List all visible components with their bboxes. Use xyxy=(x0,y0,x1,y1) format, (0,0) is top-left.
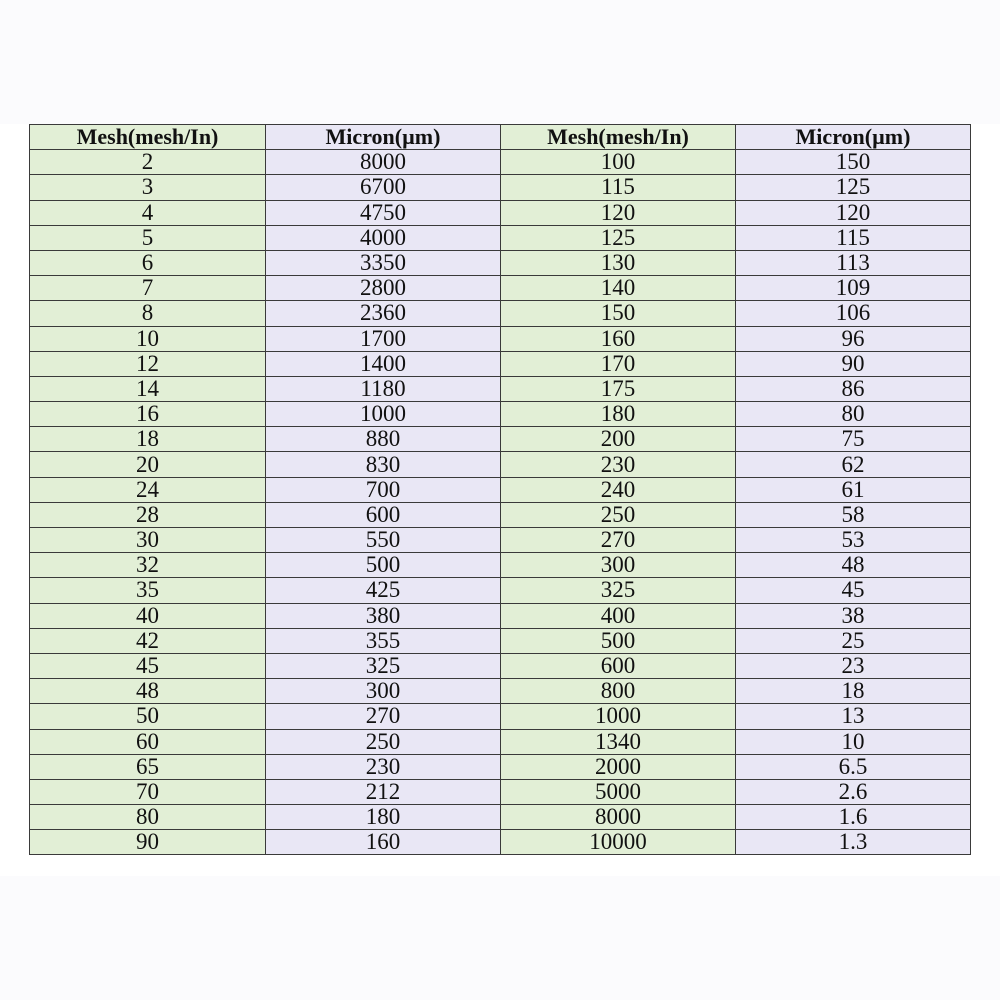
table-row xyxy=(30,351,971,376)
table-row xyxy=(30,175,971,200)
micron-left-cell: 325 xyxy=(266,653,501,678)
header-mesh-right: Mesh(mesh/In) xyxy=(501,125,736,150)
mesh-micron-table xyxy=(29,124,971,855)
table-row xyxy=(30,276,971,301)
table-row xyxy=(30,528,971,553)
micron-left-cell: 300 xyxy=(266,679,501,704)
mesh-right-cell: 400 xyxy=(501,603,736,628)
micron-left-cell: 425 xyxy=(266,578,501,603)
mesh-left-cell: 35 xyxy=(30,578,266,603)
micron-right-cell: 23 xyxy=(736,653,971,678)
mesh-right-cell: 325 xyxy=(501,578,736,603)
mesh-left-cell: 3 xyxy=(30,175,266,200)
mesh-right-cell: 175 xyxy=(501,376,736,401)
micron-right-cell: 1.3 xyxy=(736,830,971,855)
micron-left-cell: 1000 xyxy=(266,402,501,427)
table-row xyxy=(30,805,971,830)
mesh-left-cell: 48 xyxy=(30,679,266,704)
mesh-right-cell: 270 xyxy=(501,528,736,553)
table-row xyxy=(30,553,971,578)
micron-left-cell: 270 xyxy=(266,704,501,729)
mesh-left-cell: 40 xyxy=(30,603,266,628)
mesh-left-cell: 60 xyxy=(30,729,266,754)
mesh-right-cell: 240 xyxy=(501,477,736,502)
micron-right-cell: 75 xyxy=(736,427,971,452)
table-row xyxy=(30,477,971,502)
header-row xyxy=(30,125,971,150)
mesh-right-cell: 600 xyxy=(501,653,736,678)
micron-right-cell: 106 xyxy=(736,301,971,326)
mesh-left-cell: 18 xyxy=(30,427,266,452)
micron-right-cell: 120 xyxy=(736,200,971,225)
top-margin-band xyxy=(0,0,1000,124)
micron-left-cell: 1400 xyxy=(266,351,501,376)
header-micron-left: Micron(µm) xyxy=(266,125,501,150)
mesh-left-cell: 8 xyxy=(30,301,266,326)
micron-left-cell: 2800 xyxy=(266,276,501,301)
micron-right-cell: 96 xyxy=(736,326,971,351)
micron-right-cell: 18 xyxy=(736,679,971,704)
mesh-micron-table-container xyxy=(29,124,970,855)
micron-right-cell: 45 xyxy=(736,578,971,603)
mesh-right-cell: 200 xyxy=(501,427,736,452)
table-row xyxy=(30,301,971,326)
table-row xyxy=(30,502,971,527)
mesh-left-cell: 70 xyxy=(30,779,266,804)
micron-right-cell: 80 xyxy=(736,402,971,427)
mesh-left-cell: 90 xyxy=(30,830,266,855)
micron-right-cell: 150 xyxy=(736,150,971,175)
micron-right-cell: 48 xyxy=(736,553,971,578)
micron-left-cell: 230 xyxy=(266,754,501,779)
table-row xyxy=(30,150,971,175)
mesh-right-cell: 1340 xyxy=(501,729,736,754)
mesh-left-cell: 12 xyxy=(30,351,266,376)
micron-right-cell: 13 xyxy=(736,704,971,729)
mesh-right-cell: 100 xyxy=(501,150,736,175)
micron-left-cell: 4750 xyxy=(266,200,501,225)
table-row xyxy=(30,225,971,250)
micron-left-cell: 550 xyxy=(266,528,501,553)
micron-left-cell: 2360 xyxy=(266,301,501,326)
mesh-left-cell: 7 xyxy=(30,276,266,301)
micron-right-cell: 113 xyxy=(736,250,971,275)
table-row xyxy=(30,679,971,704)
table-row xyxy=(30,376,971,401)
micron-right-cell: 10 xyxy=(736,729,971,754)
micron-right-cell: 58 xyxy=(736,502,971,527)
table-row xyxy=(30,779,971,804)
micron-right-cell: 115 xyxy=(736,225,971,250)
mesh-right-cell: 125 xyxy=(501,225,736,250)
mesh-left-cell: 6 xyxy=(30,250,266,275)
table-row xyxy=(30,729,971,754)
micron-right-cell: 1.6 xyxy=(736,805,971,830)
mesh-right-cell: 150 xyxy=(501,301,736,326)
micron-left-cell: 830 xyxy=(266,452,501,477)
mesh-right-cell: 230 xyxy=(501,452,736,477)
micron-right-cell: 38 xyxy=(736,603,971,628)
micron-left-cell: 600 xyxy=(266,502,501,527)
micron-right-cell: 90 xyxy=(736,351,971,376)
mesh-left-cell: 30 xyxy=(30,528,266,553)
micron-right-cell: 53 xyxy=(736,528,971,553)
table-body xyxy=(30,150,971,855)
mesh-left-cell: 45 xyxy=(30,653,266,678)
table-row xyxy=(30,452,971,477)
micron-right-cell: 86 xyxy=(736,376,971,401)
table-row xyxy=(30,704,971,729)
micron-left-cell: 380 xyxy=(266,603,501,628)
mesh-right-cell: 500 xyxy=(501,628,736,653)
table-row xyxy=(30,250,971,275)
header-micron-right: Micron(µm) xyxy=(736,125,971,150)
table-row xyxy=(30,578,971,603)
mesh-right-cell: 115 xyxy=(501,175,736,200)
table-header xyxy=(30,125,971,150)
micron-right-cell: 109 xyxy=(736,276,971,301)
mesh-left-cell: 24 xyxy=(30,477,266,502)
mesh-left-cell: 2 xyxy=(30,150,266,175)
mesh-left-cell: 80 xyxy=(30,805,266,830)
mesh-left-cell: 32 xyxy=(30,553,266,578)
micron-left-cell: 1180 xyxy=(266,376,501,401)
header-mesh-left: Mesh(mesh/In) xyxy=(30,125,266,150)
table-row xyxy=(30,427,971,452)
mesh-right-cell: 2000 xyxy=(501,754,736,779)
mesh-left-cell: 4 xyxy=(30,200,266,225)
mesh-right-cell: 160 xyxy=(501,326,736,351)
mesh-right-cell: 250 xyxy=(501,502,736,527)
mesh-right-cell: 800 xyxy=(501,679,736,704)
micron-left-cell: 700 xyxy=(266,477,501,502)
micron-left-cell: 500 xyxy=(266,553,501,578)
mesh-right-cell: 130 xyxy=(501,250,736,275)
mesh-left-cell: 5 xyxy=(30,225,266,250)
micron-right-cell: 125 xyxy=(736,175,971,200)
micron-left-cell: 180 xyxy=(266,805,501,830)
mesh-right-cell: 5000 xyxy=(501,779,736,804)
mesh-right-cell: 170 xyxy=(501,351,736,376)
mesh-right-cell: 120 xyxy=(501,200,736,225)
mesh-right-cell: 180 xyxy=(501,402,736,427)
mesh-left-cell: 14 xyxy=(30,376,266,401)
micron-left-cell: 1700 xyxy=(266,326,501,351)
micron-left-cell: 4000 xyxy=(266,225,501,250)
micron-left-cell: 6700 xyxy=(266,175,501,200)
micron-right-cell: 25 xyxy=(736,628,971,653)
micron-right-cell: 2.6 xyxy=(736,779,971,804)
micron-left-cell: 3350 xyxy=(266,250,501,275)
micron-left-cell: 212 xyxy=(266,779,501,804)
table-row xyxy=(30,754,971,779)
micron-right-cell: 61 xyxy=(736,477,971,502)
mesh-right-cell: 1000 xyxy=(501,704,736,729)
table-row xyxy=(30,830,971,855)
table-row xyxy=(30,200,971,225)
table-row xyxy=(30,402,971,427)
micron-left-cell: 355 xyxy=(266,628,501,653)
bottom-margin-band xyxy=(0,876,1000,1000)
mesh-left-cell: 28 xyxy=(30,502,266,527)
micron-right-cell: 6.5 xyxy=(736,754,971,779)
mesh-left-cell: 20 xyxy=(30,452,266,477)
micron-left-cell: 8000 xyxy=(266,150,501,175)
table-row xyxy=(30,653,971,678)
mesh-left-cell: 65 xyxy=(30,754,266,779)
mesh-left-cell: 50 xyxy=(30,704,266,729)
mesh-left-cell: 16 xyxy=(30,402,266,427)
mesh-right-cell: 140 xyxy=(501,276,736,301)
micron-left-cell: 160 xyxy=(266,830,501,855)
table-row xyxy=(30,326,971,351)
mesh-right-cell: 300 xyxy=(501,553,736,578)
mesh-left-cell: 42 xyxy=(30,628,266,653)
micron-left-cell: 250 xyxy=(266,729,501,754)
mesh-right-cell: 10000 xyxy=(501,830,736,855)
micron-left-cell: 880 xyxy=(266,427,501,452)
mesh-left-cell: 10 xyxy=(30,326,266,351)
table-row xyxy=(30,603,971,628)
mesh-right-cell: 8000 xyxy=(501,805,736,830)
table-row xyxy=(30,628,971,653)
micron-right-cell: 62 xyxy=(736,452,971,477)
